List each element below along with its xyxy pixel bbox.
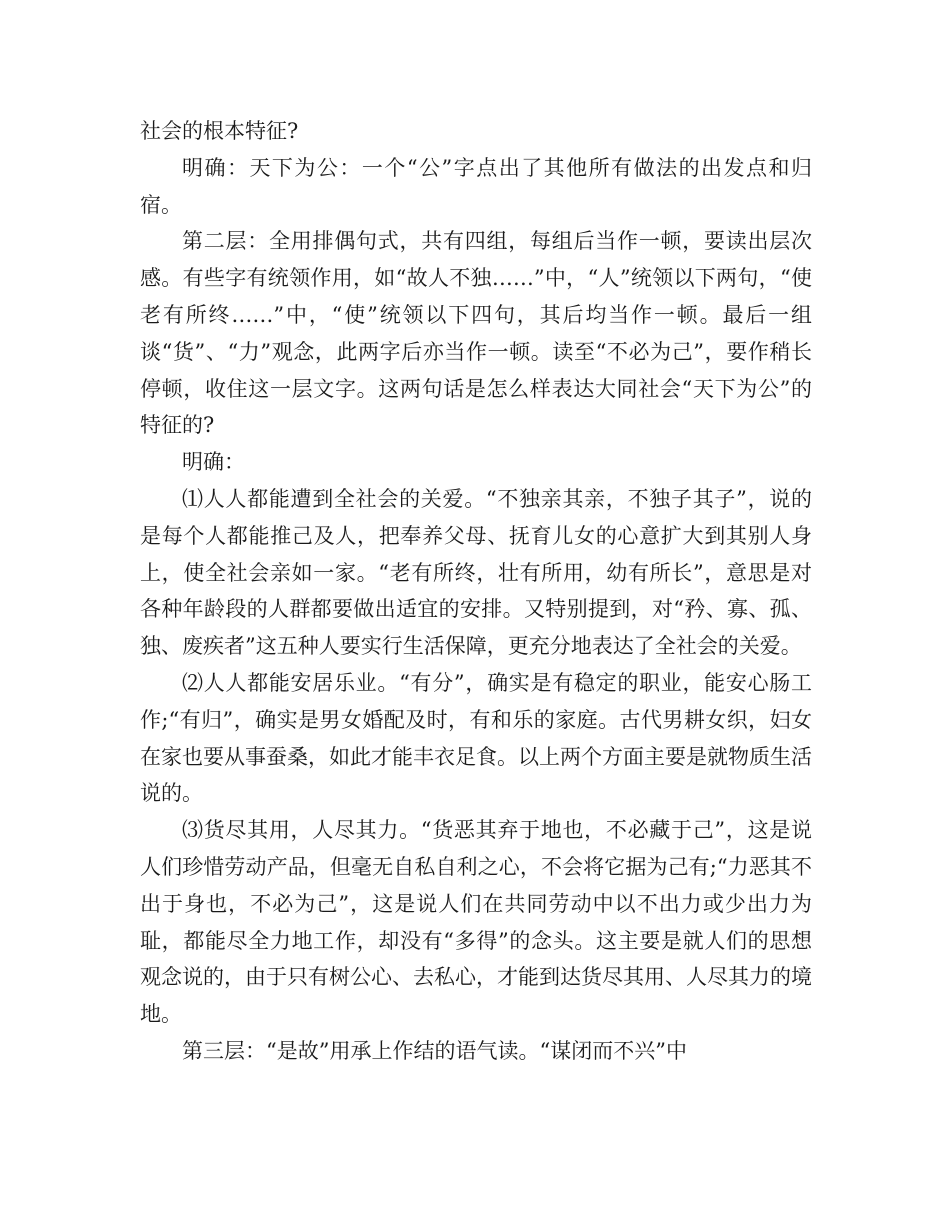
paragraph-3: 第二层：全用排偶句式，共有四组，每组后当作一顿，要读出层次感。有些字有统领作用，如“故人不独……”中，“人”统领以下两句，“使老有所终……”中，“使”统领以下四句，其后均当作一顿。最后一组谈“货”、“力”观念，此两字后亦当作一顿。读至“不必为己”，要作稍长停顿，收住这一层文字。这两句话是怎么样表达大同社会“天下为公”的特征的?: [140, 229, 812, 438]
paragraph-1: 社会的根本特征?: [140, 119, 299, 143]
document-page: [140, 113, 812, 1070]
paragraph-6: ⑵人人都能安居乐业。“有分”，确实是有稳定的职业，能安心肠工作;“有归”，确实是男女婚配及时，有和乐的家庭。古代男耕女织，妇女在家也要从事蚕桑，如此才能丰衣足食。以上两个方面主要是就物质生活说的。: [140, 670, 812, 806]
paragraph-7: ⑶货尽其用，人尽其力。“货恶其弃于地也，不必藏于己”，这是说人们珍惜劳动产品，但毫无自私自利之心，不会将它据为己有;“力恶其不出于身也，不必为己”，这是说人们在共同劳动中以不出力或少出力为耻，都能尽全力地工作，却没有“多得”的念头。这主要是就人们的思想观念说的，由于只有树公心、去私心，才能到达货尽其用、人尽其力的境地。: [140, 818, 812, 1027]
paragraph-2: 明确：天下为公：一个“公”字点出了其他所有做法的出发点和归宿。: [140, 155, 812, 217]
paragraph-4: 明确：: [182, 450, 245, 475]
paragraph-5: ⑴人人都能遭到全社会的关爱。“不独亲其亲，不独子其子”，说的是每个人都能推己及人，把奉养父母、抚育儿女的心意扩大到其别人身上，使全社会亲如一家。“老有所终，壮有所用，幼有所长”，意思是对各种年龄段的人群都要做出适宜的安排。又特别提到，对“矜、寡、孤、独、废疾者”这五种人要实行生活保障，更充分地表达了全社会的关爱。: [140, 486, 812, 659]
paragraph-8: 第三层：“是故”用承上作结的语气读。“谋闭而不兴”中: [182, 1038, 687, 1063]
